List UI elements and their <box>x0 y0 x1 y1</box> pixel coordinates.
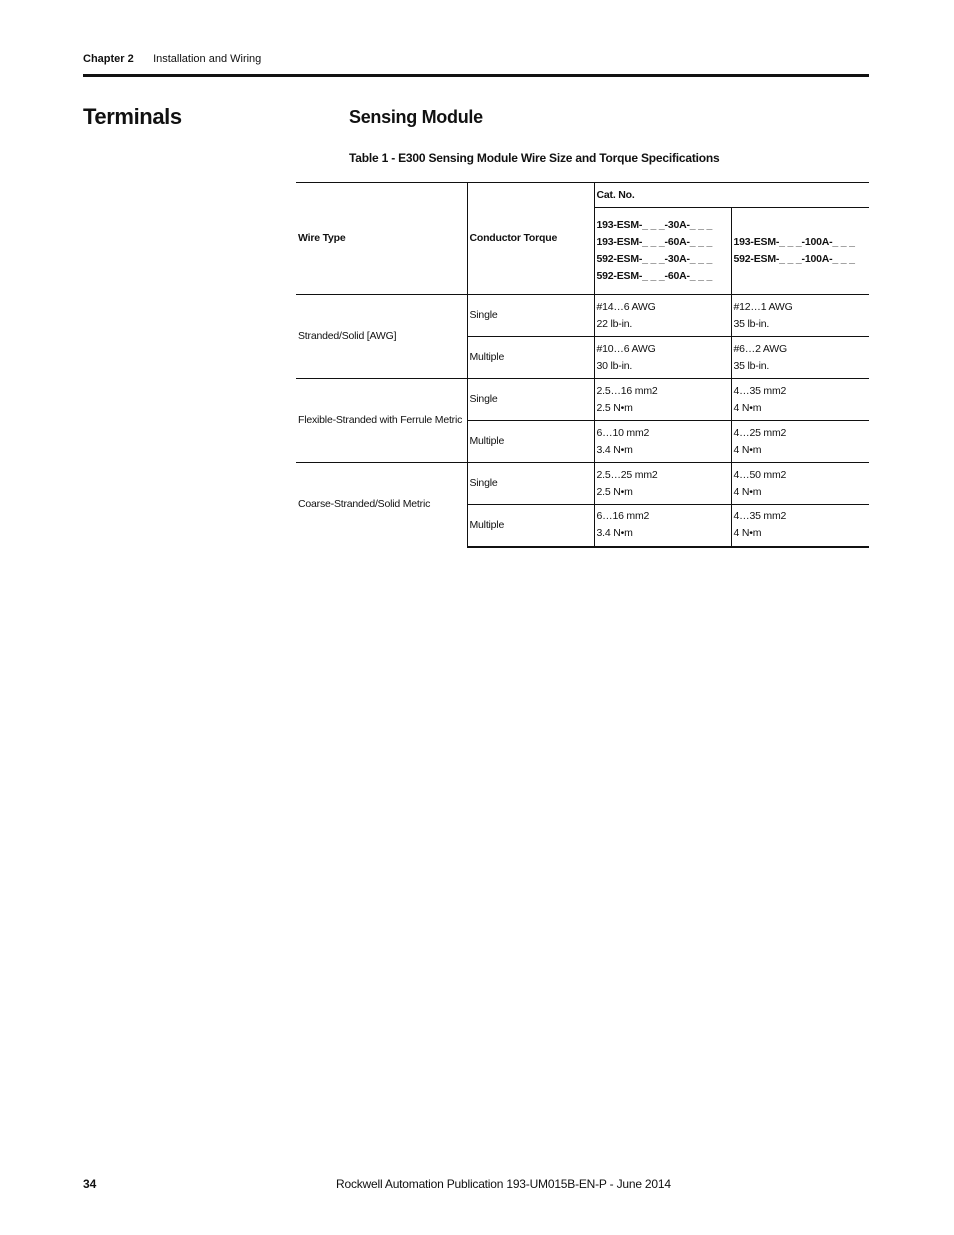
header-cat-no: Cat. No. <box>594 183 869 208</box>
spec-cell: 4…35 mm2 4 N•m <box>731 505 869 547</box>
conductor-multiple: Multiple <box>467 421 594 463</box>
spec-table <box>296 182 869 548</box>
page-header <box>83 53 261 65</box>
header-rule <box>83 74 869 77</box>
conductor-multiple: Multiple <box>467 337 594 379</box>
chapter-title: Installation and Wiring <box>153 53 262 65</box>
spec-cell: #14…6 AWG 22 lb-in. <box>594 295 731 337</box>
wire-type-cell: Stranded/Solid [AWG] <box>296 295 467 379</box>
table-caption: Table 1 - E300 Sensing Module Wire Size and Torque Specifications <box>349 151 720 165</box>
header-wire-type: Wire Type <box>296 183 467 295</box>
spec-cell: #12…1 AWG 35 lb-in. <box>731 295 869 337</box>
spec-cell: 6…16 mm2 3.4 N•m <box>594 505 731 547</box>
chapter-label: Chapter 2 <box>83 53 134 65</box>
spec-cell: #10…6 AWG 30 lb-in. <box>594 337 731 379</box>
header-conductor-torque: Conductor Torque <box>467 183 594 295</box>
wire-type-cell: Coarse-Stranded/Solid Metric <box>296 463 467 547</box>
cat-group-a: 193-ESM-_ _ _-30A-_ _ _ 193-ESM-_ _ _-60A-_ _ _ 592-ESM-_ _ _-30A-_ _ _ 592-ESM-_ _ _-60A-_ _ _ <box>594 208 731 295</box>
publication-info: Rockwell Automation Publication 193-UM015B-EN-P - June 2014 <box>336 1177 671 1191</box>
spec-cell: 4…50 mm2 4 N•m <box>731 463 869 505</box>
section-title: Terminals <box>83 104 182 129</box>
spec-cell: 4…35 mm2 4 N•m <box>731 379 869 421</box>
conductor-multiple: Multiple <box>467 505 594 547</box>
page-number: 34 <box>83 1177 97 1191</box>
spec-cell: 2.5…25 mm2 2.5 N•m <box>594 463 731 505</box>
conductor-single: Single <box>467 463 594 505</box>
cat-group-b: 193-ESM-_ _ _-100A-_ _ _ 592-ESM-_ _ _-100A-_ _ _ <box>731 208 869 295</box>
conductor-single: Single <box>467 379 594 421</box>
wire-type-cell: Flexible-Stranded with Ferrule Metric <box>296 379 467 463</box>
spec-cell: #6…2 AWG 35 lb-in. <box>731 337 869 379</box>
conductor-single: Single <box>467 295 594 337</box>
spec-cell: 6…10 mm2 3.4 N•m <box>594 421 731 463</box>
subsection-title: Sensing Module <box>349 107 483 127</box>
spec-cell: 2.5…16 mm2 2.5 N•m <box>594 379 731 421</box>
spec-cell: 4…25 mm2 4 N•m <box>731 421 869 463</box>
